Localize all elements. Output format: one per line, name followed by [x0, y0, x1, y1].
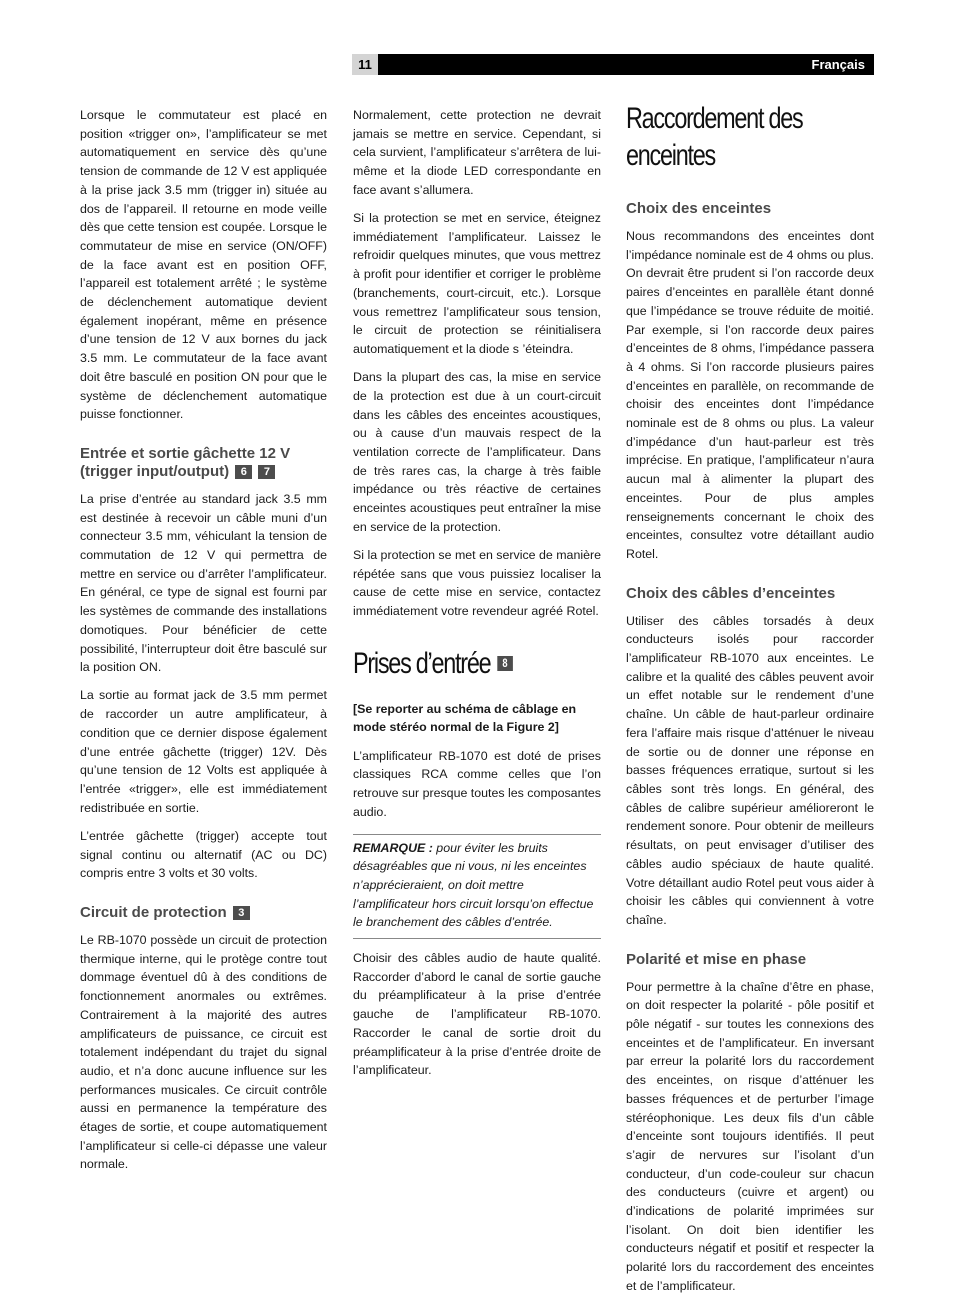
paragraph: Si la protection se met en service, éteignez immédiatement l’amplificateur. Laissez le refroidir quelques minutes, que vous mettrez à profit pour identifier et corriger le problème (branchements, court-circuit, etc.). Lorsque vous remettrez l’amplificateur sous tension, le circuit de protection se réinitialisera automatiquement et la diode s ’éteindra. [353, 211, 601, 356]
paragraph: Pour permettre à la chaîne d’être en phase, on doit respecter la polarité - pôle positif et pôle négatif - sur toutes les connexions des enceintes et de l’amplificateur. En inversant par erreur la polarité lors du raccordement des enceintes, on risque d’atténuer les basses fréquences et de perturber l’image stéréophonique. Les deux fils d’un câble d’enceinte sont toujours identifiés. Il peut s’agir de nervures sur l’isolant d’un conducteur, d’un code-couleur sur chacun des conducteurs (cuivre et argent) ou d’indications de polarité imprimées sur l’isolant. On doit bien identifier les conducteurs négatif et positif et respecter la polarité lors du raccordement des enceintes et de l’amplificateur. [626, 979, 874, 1293]
paragraph: La sortie au format jack de 3.5 mm permet de raccorder un autre amplificateur, à condition que ce dernier dispose également d’une entrée gâchette (trigger) 12V. Dès qu’une tension de 12 Volts est appliquée à l’entrée «trigger», elle est immédiatement redistribuée en sortie. [80, 688, 327, 815]
section-heading-polarity: Polarité et mise en phase [626, 950, 807, 968]
paragraph: L’amplificateur RB-1070 est doté de prises classiques RCA comme celles que l’on retrouve sur presque toutes les composantes audio. [353, 748, 601, 819]
section-heading-cable-choice: Choix des câbles d’enceintes [626, 584, 836, 602]
section-heading-trigger: Entrée et sortie gâchette 12 V (trigger input/output) 6 7 [80, 444, 291, 480]
paragraph: Si la protection se met en service de manière répétée sans que vous puissiez localiser la cause de cette mise en service, contactez immédiatement votre revendeur agréé Rotel. [353, 547, 601, 619]
section-title-speakers: Raccordement des enceintes [626, 102, 803, 172]
figure-reference-note: [Se reporter au schéma de câblage en mode stéréo normal de la Figure 2] [353, 701, 577, 735]
section-title-inputs: Prises d’entrée 8 [353, 645, 546, 682]
paragraph: Dans la plupart des cas, la mise en service de la protection est due à un court-circuit dans les câbles des enceintes acoustiques, ou à cause d’un mauvais respect de la ventilation correcte de l’amplificateur. Dans de très rares cas, la charge à très faible impédance ou très réactive de certaines enceintes acoustiques peut entraîner la mise en service de la protection. [353, 370, 601, 534]
remark-box [353, 834, 601, 940]
remark-text: pour éviter les bruits désagréables que ni vous, ni les enceintes n’apprécieraient, on doit mettre l’amplificateur hors circuit lorsqu’on effectue le branchement des câbles d’entrée. [353, 840, 594, 930]
column-3 [626, 100, 874, 1305]
column-1 [80, 106, 327, 1184]
paragraph: L’entrée gâchette (trigger) accepte tout signal continu ou alternatif (AC ou DC) compris entre 3 volts et 30 volts. [80, 828, 327, 881]
paragraph: Lorsque le commutateur est placé en position «trigger on», l’amplificateur se met automatiquement en service dès qu’une tension de commande de 12 V est appliquée à la prise jack 3.5 mm (trigger in) située au dos de l’appareil. Il retourne en mode veille dès que cette tension est coupée. Lorsque le commutateur de mise en service (ON/OFF) de la face avant est en position OFF, l’appareil est totalement arrêté ; le système de déclenchement automatique devient également inopérant, même en présence d’une tension de 12 V aux bornes du jack 3.5 mm. Le commutateur de la face avant doit être basculé en position ON pour que le système de déclenchement automatique puisse fonctionner. [80, 108, 327, 422]
figure-ref-badge: 8 [497, 656, 513, 671]
paragraph: La prise d’entrée au standard jack 3.5 mm est destinée à recevoir un câble muni d’un connecteur 3.5 mm, véhiculant la tension de commutation de 12 V qui permettra de mettre en service ou d’arrêter l’amplificateur. En général, ce type de signal est fourni par les systèmes de commande des installations domotiques. Pour bénéficier de cette possibilité, l’interrupteur doit être basculé sur la position ON. [80, 491, 327, 675]
figure-ref-badge: 6 [235, 465, 252, 479]
language-label: Français [811, 57, 865, 72]
figure-ref-badge: 7 [258, 465, 275, 479]
paragraph: Le RB-1070 possède un circuit de protection thermique interne, qui le protège contre tout dommage éventuel dû à des conditions de fonctionnement anormales ou extrêmes. Contrairement à la majorité des autres amplificateurs de puissance, ce circuit est totalement indépendant du trajet du signal audio, et n’a donc aucune influence sur les performances musicales. Ce circuit contrôle aussi en permanence la température des étages de sortie, et coupe automatiquement l’amplificateur si celle-ci dépasse une valeur normale. [80, 933, 327, 1172]
column-2 [353, 106, 601, 1089]
paragraph: Utiliser des câbles torsadés à deux conducteurs isolés pour raccorder l’amplificateur RB-1070 aux enceintes. Le calibre et la qualité des câbles peuvent avoir un effet notable sur le rendement d’une chaîne. Un câble de haut-parleur ordinaire fera l’affaire mais risque d’atténuer le niveau de sortie ou de donner une réponse en basses fréquences erratique, surtout si les câbles sont très longs. En général, des câbles de calibre supérieur amélioreront le rendement sonore. Pour obtenir de meilleurs résultats, on peut envisager d’utiliser des câbles audio spéciaux de haute qualité. Votre détaillant audio Rotel peut vous aider à choisir les câbles qui conviennent à votre chaîne. [626, 613, 874, 927]
remark-label: REMARQUE : [353, 840, 433, 855]
paragraph: Normalement, cette protection ne devrait jamais se mettre en service. Cependant, si cela survient, l’amplificateur s’arrêtera de lui-même et la diode LED correspondante en face avant s’allumera. [353, 108, 601, 197]
figure-ref-badge: 3 [233, 906, 250, 920]
section-heading-protection: Circuit de protection 3 [80, 904, 327, 922]
page-number: 11 [352, 54, 378, 75]
paragraph: Choisir des câbles audio de haute qualité. Raccorder d’abord le canal de sortie gauche du préamplificateur à la prise d’entrée gauche de l’amplificateur RB-1070. Raccorder le canal de sortie droit du préamplificateur à la prise d’entrée droite de l’amplificateur. [353, 951, 601, 1078]
paragraph: Nous recommandons des enceintes dont l’impédance nominale est de 4 ohms ou plus. On devrait être prudent si l’on raccorde deux paires d’enceintes en parallèle étant donné que l’impédance se trouve réduite de moitié. Par exemple, si l’on raccorde deux paires d’enceintes de 8 ohms, l’impédance passera à 4 ohms. Si l’on raccorde plusieurs paires d’enceintes en parallèle, on recommande de choisir des enceintes dont l’impédance nominale est de 8 ohms ou plus. La valeur d’impédance d’un haut-parleur est très imprécise. En pratique, l’amplificateur n’aura aucun mal à alimenter la plupart des enceintes. Pour de plus amples renseignements concernant le choix des enceintes, consultez votre détaillant audio Rotel. [626, 229, 874, 561]
page-header-bar [352, 54, 874, 75]
section-heading-speaker-choice: Choix des enceintes [626, 200, 772, 217]
